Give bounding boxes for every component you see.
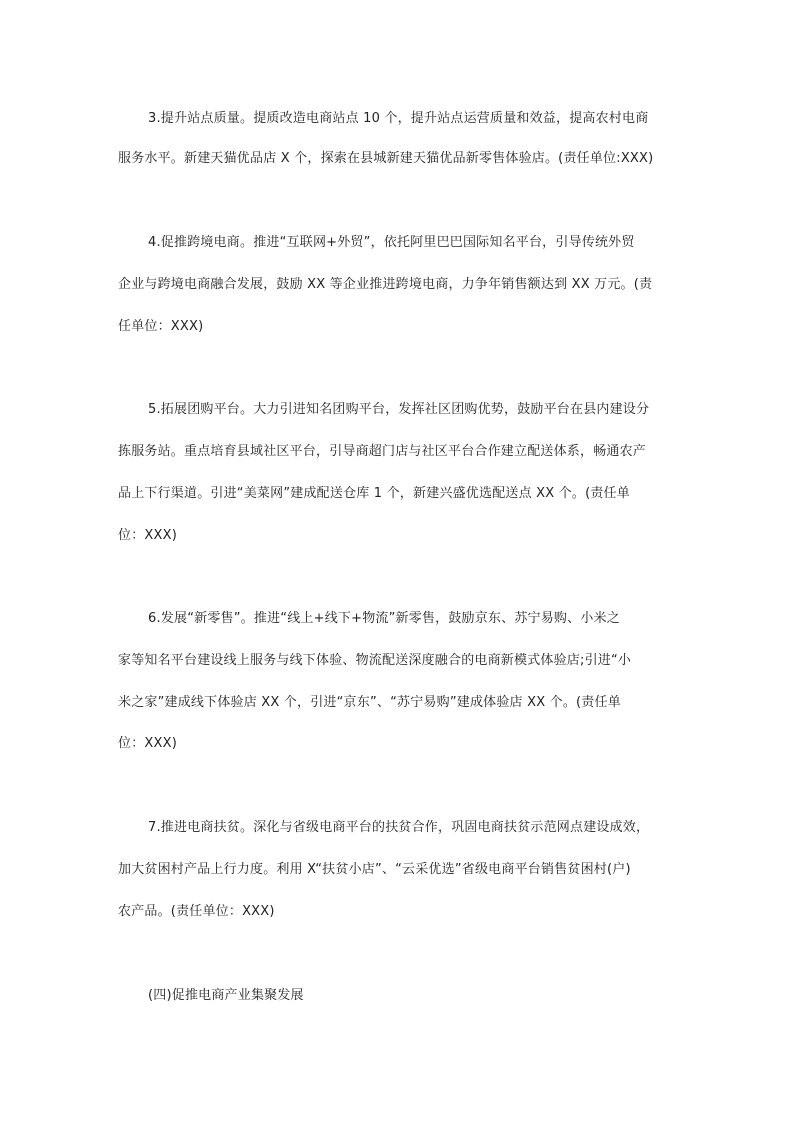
paragraph-line: 服务水平。新建天猫优品店 X 个，探索在县城新建天猫优品新零售体验店。(责任单位:XXX) (118, 151, 654, 166)
paragraph-line: 品上下行渠道。引进“美菜网”建成配送仓库 1 个，新建兴盛优选配送点 XX 个。(责任单 (118, 486, 630, 501)
paragraph-line: 6.发展“新零售”。推进“线上+线下+物流”新零售，鼓励京东、苏宁易购、小米之 (148, 611, 620, 626)
paragraph-line: 3.提升站点质量。提质改造电商站点 10 个，提升站点运营质量和效益，提高农村电商 (148, 111, 649, 126)
paragraph-line: 家等知名平台建设线上服务与线下体验、物流配送深度融合的电商新模式体验店;引进“小 (118, 653, 632, 668)
paragraph-line: 米之家”建成线下体验店 XX 个，引进“京东”、“苏宁易购”建成体验店 XX 个。(责任单 (118, 695, 621, 710)
paragraph-line: 7.推进电商扶贫。深化与省级电商平台的扶贫合作，巩固电商扶贫示范网点建设成效， (148, 820, 650, 835)
section-heading: (四)促推电商产业集聚发展 (148, 988, 304, 1003)
paragraph-line: 加大贫困村产品上行力度。利用 X“扶贫小店”、“云采优选”省级电商平台销售贫困村(户) (118, 862, 631, 877)
paragraph-line: 位：XXX) (118, 736, 177, 751)
paragraph-line: 任单位：XXX) (118, 319, 204, 334)
paragraph-line: 拣服务站。重点培育县域社区平台，引导商超门店与社区平台合作建立配送体系，畅通农产 (118, 444, 647, 459)
paragraph-line: 位：XXX) (118, 528, 177, 543)
paragraph-line: 农产品。(责任单位：XXX) (118, 904, 275, 919)
paragraph-line: 5.拓展团购平台。大力引进知名团购平台，发挥社区团购优势，鼓励平台在县内建设分 (148, 402, 650, 417)
paragraph-line: 4.促推跨境电商。推进“互联网+外贸”，依托阿里巴巴国际知名平台，引导传统外贸 (148, 235, 635, 250)
paragraph-line: 企业与跨境电商融合发展，鼓励 XX 等企业推进跨境电商，力争年销售额达到 XX 万元。(责 (118, 277, 653, 292)
